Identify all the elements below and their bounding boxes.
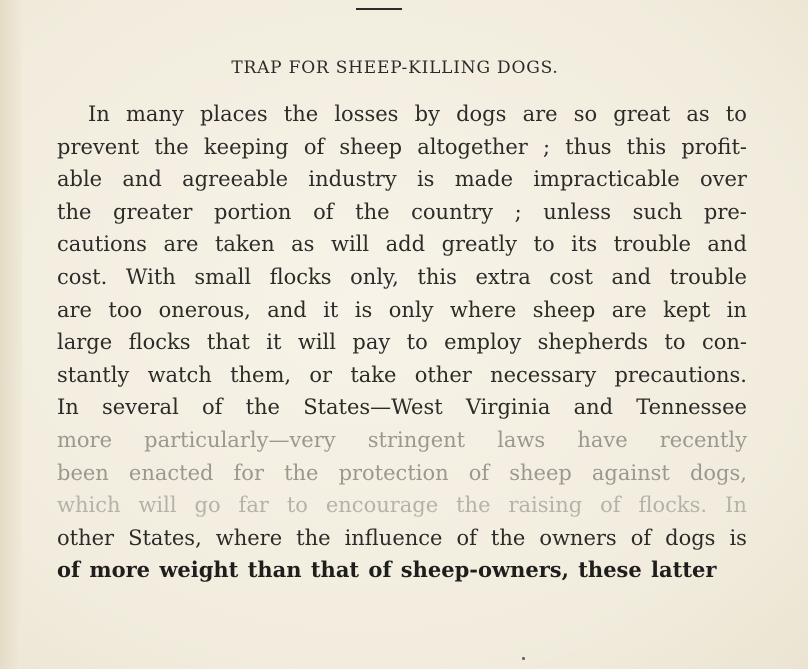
word: profit- — [681, 134, 747, 159]
word: of — [201, 395, 223, 420]
word: precautions. — [614, 362, 747, 387]
word: the — [57, 199, 92, 224]
word: of — [456, 525, 477, 550]
word: of — [630, 525, 652, 550]
word: to — [664, 330, 686, 355]
word: in — [726, 297, 747, 322]
word: recently — [659, 427, 747, 452]
word: Virginia — [465, 395, 551, 420]
word: protection — [338, 460, 449, 485]
word: kept — [663, 297, 711, 322]
text-line — [57, 98, 747, 131]
word: ; — [542, 134, 551, 159]
word: to — [725, 102, 747, 126]
word: is — [416, 167, 435, 192]
word: agreeable — [182, 167, 289, 192]
word: sheep — [532, 297, 596, 322]
word: cost. — [57, 264, 108, 289]
word: trouble — [669, 264, 747, 289]
text-line — [57, 261, 747, 294]
word: In — [725, 493, 747, 518]
word: go — [194, 493, 221, 518]
word: several — [102, 395, 179, 420]
word: this — [417, 264, 457, 289]
word: only, — [350, 264, 399, 289]
word: made — [454, 167, 514, 192]
word: flocks — [128, 330, 191, 355]
word: many — [125, 102, 184, 126]
word: extra — [475, 264, 531, 289]
text-line: of more weight than that of sheep-owners, these latter — [57, 557, 717, 583]
word: States, — [128, 525, 202, 550]
word: will — [297, 330, 336, 355]
page-gutter — [0, 0, 22, 669]
word: such — [632, 199, 683, 224]
word: industry — [308, 167, 397, 192]
word: able — [57, 167, 103, 192]
word: have — [577, 427, 628, 452]
word: necessary — [490, 362, 597, 387]
text-line — [57, 131, 747, 164]
word: where — [215, 525, 283, 550]
word: far — [238, 493, 269, 518]
word: it — [266, 330, 282, 355]
word: dogs, — [689, 460, 747, 485]
word: altogether — [417, 134, 528, 159]
word: that — [206, 330, 250, 355]
word: greater — [113, 199, 193, 224]
word: is — [729, 525, 747, 550]
word: prevent — [57, 134, 140, 159]
word: been — [57, 460, 109, 485]
text-line — [57, 489, 747, 522]
word: thus — [565, 134, 612, 159]
word: encourage — [325, 493, 439, 518]
word: States—West — [303, 395, 443, 420]
word: the — [284, 460, 319, 485]
word: unless — [543, 199, 612, 224]
word: owners — [539, 525, 617, 550]
word: take — [350, 362, 397, 387]
text-line — [57, 457, 747, 490]
word: con- — [701, 330, 747, 355]
word: pre- — [703, 199, 747, 224]
word: are — [57, 297, 92, 322]
word: of — [313, 199, 334, 224]
word: great — [613, 102, 671, 126]
text-line — [57, 424, 747, 457]
word: the — [245, 395, 280, 420]
word: raising — [508, 493, 583, 518]
text-line — [57, 359, 747, 392]
word: by — [414, 102, 440, 126]
word: Tennessee — [636, 395, 747, 420]
word: large — [57, 330, 113, 355]
word: With — [125, 264, 176, 289]
word: are — [522, 102, 558, 126]
word: taken — [214, 232, 275, 257]
word: the — [296, 525, 331, 550]
word: of — [468, 460, 490, 485]
word: this — [626, 134, 667, 159]
word: the — [490, 525, 526, 550]
word: dogs — [456, 102, 507, 126]
word: the — [355, 199, 390, 224]
word: the — [456, 493, 491, 518]
word: and — [611, 264, 652, 289]
section-divider-rule — [356, 8, 402, 10]
word: of — [303, 134, 325, 159]
word: as — [686, 102, 710, 126]
word: to — [533, 232, 555, 257]
word: and — [573, 395, 614, 420]
word: places — [199, 102, 268, 126]
word: the — [283, 102, 319, 126]
word: of — [600, 493, 621, 518]
word: add — [385, 232, 426, 257]
word: other — [57, 525, 115, 550]
word: greatly — [441, 232, 518, 257]
word: only — [388, 297, 434, 322]
word: keeping — [203, 134, 289, 159]
word: it — [323, 297, 339, 322]
word: them, — [230, 362, 292, 387]
word: stringent — [367, 427, 466, 452]
word: against — [591, 460, 670, 485]
text-line — [57, 228, 747, 261]
word: flocks — [269, 264, 332, 289]
word: so — [573, 102, 598, 126]
word: particularly—very — [144, 427, 336, 452]
word: laws — [497, 427, 546, 452]
word: too — [108, 297, 143, 322]
word: and — [707, 232, 747, 257]
word: more — [57, 427, 113, 452]
word: flocks. — [638, 493, 708, 518]
word: its — [571, 232, 598, 257]
word: to — [286, 493, 308, 518]
word: are — [611, 297, 647, 322]
text-line — [57, 522, 747, 555]
word: shepherds — [537, 330, 648, 355]
word: sheep — [339, 134, 403, 159]
word: and — [267, 297, 307, 322]
word: for — [233, 460, 264, 485]
word: small — [194, 264, 252, 289]
word: the — [154, 134, 189, 159]
word: cost — [549, 264, 593, 289]
word: over — [700, 167, 747, 192]
word: country — [411, 199, 493, 224]
section-heading: TRAP FOR SHEEP-KILLING DOGS. — [231, 58, 559, 78]
word: will — [138, 493, 177, 518]
text-line — [57, 196, 747, 229]
paragraph — [57, 98, 747, 587]
word: impracticable — [533, 167, 680, 192]
word: In — [88, 102, 110, 126]
word: enacted — [128, 460, 214, 485]
word: which — [57, 493, 121, 518]
word: employ — [444, 330, 522, 355]
word: stantly — [57, 362, 130, 387]
word: ; — [514, 199, 522, 224]
word: In — [57, 395, 79, 420]
word: other — [414, 362, 472, 387]
text-line — [57, 163, 747, 196]
word: as — [291, 232, 315, 257]
word: portion — [214, 199, 292, 224]
word: watch — [147, 362, 212, 387]
word: pay — [352, 330, 391, 355]
word: are — [163, 232, 199, 257]
word: cautions — [57, 232, 147, 257]
word: losses — [334, 102, 399, 126]
text-line — [57, 326, 747, 359]
text-line — [57, 294, 747, 327]
word: is — [354, 297, 373, 322]
word: sheep — [509, 460, 572, 485]
word: onerous, — [158, 297, 251, 322]
word: or — [309, 362, 333, 387]
text-line — [57, 391, 747, 424]
word: influence — [344, 525, 443, 550]
word: dogs — [665, 525, 716, 550]
word: to — [406, 330, 428, 355]
word: will — [330, 232, 370, 257]
word: trouble — [613, 232, 691, 257]
word: and — [122, 167, 162, 192]
print-speck — [522, 657, 525, 660]
word: where — [449, 297, 517, 322]
